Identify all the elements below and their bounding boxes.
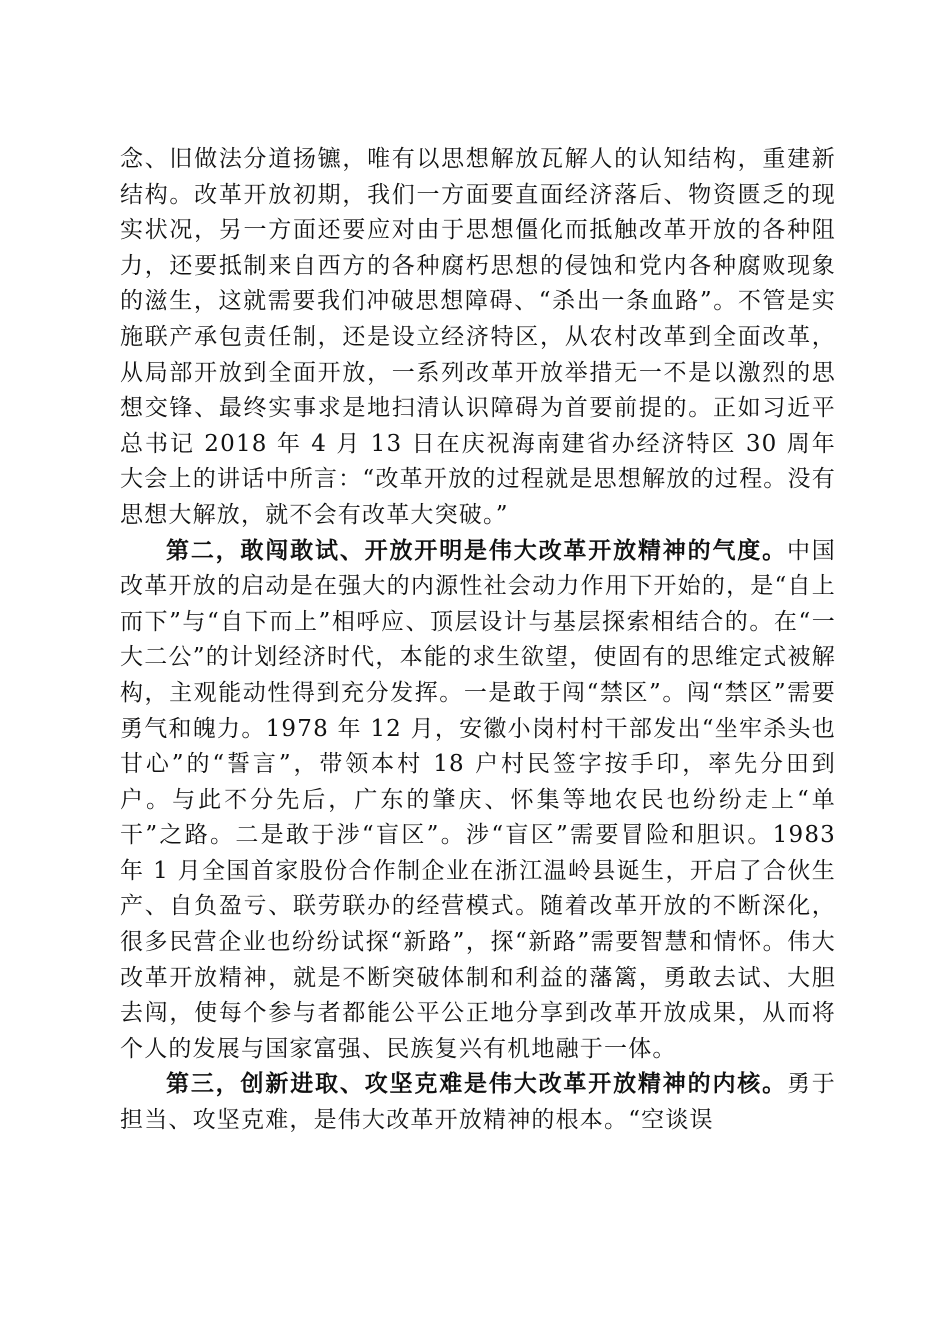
paragraph-1: [120, 142, 836, 534]
paragraph-3-heading: 第三，创新进取、攻坚克难是伟大改革开放精神的内核。: [166, 1071, 787, 1098]
paragraph-2-heading: 第二，敢闯敢试、开放开明是伟大改革开放精神的气度。: [166, 537, 787, 564]
paragraph-3-text: 勇于担当、攻坚克难，是伟大改革开放精神的根本。“空谈误: [120, 1071, 837, 1134]
paragraph-2: [120, 534, 836, 1068]
paragraph-2-text: 中国改革开放的启动是在强大的内源性社会动力作用下开始的，是“自上而下”与“自下而上”相呼应、顶层设计与基层探索相结合的。在“一大二公”的计划经济时代，本能的求生欲望，使固有的思维定式被解构，主观能动性得到充分发挥。一是敢于闯“禁区”。闯“禁区”需要勇气和魄力。1978 年 12 月，安徽小岗村村干部发出“坐牢杀头也甘心”的“誓言”，带领本村 18 户村民签字按手印，率先分田到户。与此不分先后，广东的肇庆、怀集等地农民也纷纷走上“单干”之路。二是敢于涉“盲区”。涉“盲区”需要冒险和胆识。1983 年 1 月全国首家股份合作制企业在浙江温岭县诞生，开启了合伙生产、自负盈亏、联劳联办的经营模式。随着改革开放的不断深化，很多民营企业也纷纷试探“新路”，探“新路”需要智慧和情怀。伟大改革开放精神，就是不断突破体制和利益的藩篱，勇敢去试、大胆去闯，使每个参与者都能公平公正地分享到改革开放成果，从而将个人的发展与国家富强、民族复兴有机地融于一体。: [120, 537, 837, 1062]
paragraph-3: [120, 1067, 836, 1138]
paragraph-1-text: 念、旧做法分道扬镳，唯有以思想解放瓦解人的认知结构，重建新结构。改革开放初期，我们一方面要直面经济落后、物资匮乏的现实状况，另一方面还要应对由于思想僵化而抵触改革开放的各种阻力，还要抵制来自西方的各种腐朽思想的侵蚀和党内各种腐败现象的滋生，这就需要我们冲破思想障碍、“杀出一条血路”。不管是实施联产承包责任制，还是设立经济特区，从农村改革到全面改革，从局部开放到全面开放，一系列改革开放举措无一不是以激烈的思想交锋、最终实事求是地扫清认识障碍为首要前提的。正如习近平总书记 2018 年 4 月 13 日在庆祝海南建省办经济特区 30 周年大会上的讲话中所言：“改革开放的过程就是思想解放的过程。没有思想大解放，就不会有改革大突破。”: [120, 146, 836, 528]
document-body: [120, 142, 836, 1139]
